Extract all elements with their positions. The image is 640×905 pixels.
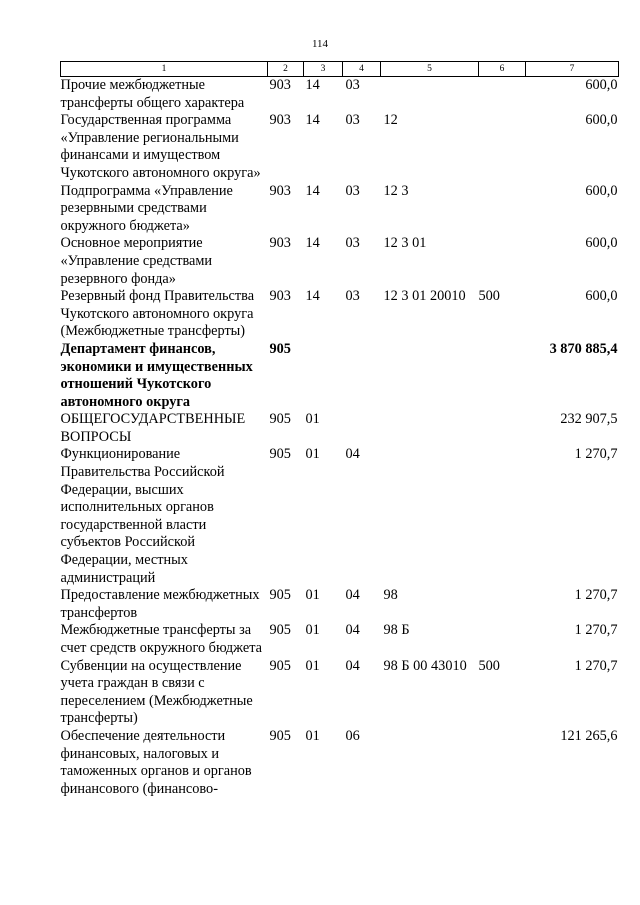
row-section-cell: 01 bbox=[305, 446, 320, 463]
row-ministry-code-cell: 903 bbox=[269, 235, 291, 252]
row-subsection-cell: 06 bbox=[345, 727, 360, 744]
row-name-cell: Предоставление межбюджетных трансфертов bbox=[60, 587, 260, 621]
row-subsection-cell: 03 bbox=[345, 288, 360, 305]
row-ministry-code-cell: 905 bbox=[269, 411, 291, 428]
row-target-article-cell bbox=[381, 446, 479, 587]
column-header: 4 bbox=[343, 62, 381, 77]
row-section-cell: 01 bbox=[305, 622, 320, 639]
row-subsection-cell bbox=[343, 411, 381, 446]
row-subsection-cell: 04 bbox=[345, 622, 360, 639]
row-section-cell: 01 bbox=[305, 411, 320, 428]
row-expense-type-cell bbox=[479, 183, 526, 236]
row-subsection-cell bbox=[343, 341, 381, 411]
row-amount-cell: 600,0 bbox=[585, 288, 618, 305]
row-amount-cell: 600,0 bbox=[585, 112, 618, 129]
row-section-cell: 01 bbox=[305, 727, 320, 744]
row-ministry-code-cell: 903 bbox=[269, 77, 291, 93]
row-subsection-cell: 03 bbox=[345, 77, 360, 93]
row-ministry-code-cell: 903 bbox=[269, 182, 291, 199]
row-section-cell: 01 bbox=[305, 657, 320, 674]
row-target-article-cell: 98 bbox=[383, 587, 398, 604]
row-target-article-cell bbox=[381, 411, 479, 446]
row-target-article-cell: 12 3 01 20010 bbox=[383, 288, 466, 305]
row-target-article-cell: 12 bbox=[383, 112, 398, 129]
column-header: 1 bbox=[61, 62, 268, 77]
budget-table bbox=[60, 61, 619, 798]
row-expense-type-cell bbox=[479, 587, 526, 622]
row-ministry-code-cell: 905 bbox=[269, 587, 291, 604]
row-section-cell: 14 bbox=[305, 235, 320, 252]
row-ministry-code-cell: 905 bbox=[269, 657, 291, 674]
row-section-cell: 14 bbox=[305, 182, 320, 199]
row-section-cell: 14 bbox=[305, 288, 320, 305]
row-name-cell: Межбюджетные трансферты за счет средств окружного бюджета bbox=[60, 622, 262, 656]
row-section-cell: 01 bbox=[305, 587, 320, 604]
row-subsection-cell: 03 bbox=[345, 182, 360, 199]
row-ministry-code-cell: 903 bbox=[269, 112, 291, 129]
row-target-article-cell bbox=[381, 341, 479, 411]
row-expense-type-cell bbox=[479, 77, 526, 113]
row-name-cell: Функционирование Правительства Российской Федерации, высших исполнительных органов государственной власти субъектов Российской Федерации, местных администраций bbox=[60, 446, 225, 586]
column-header: 6 bbox=[479, 62, 526, 77]
column-number-header bbox=[61, 62, 619, 77]
row-name-cell: Подпрограмма «Управление резервными средствами окружного бюджета» bbox=[60, 182, 233, 234]
row-amount-cell: 600,0 bbox=[585, 182, 618, 199]
row-name-cell: Прочие межбюджетные трансферты общего характера bbox=[60, 77, 245, 111]
row-expense-type-cell: 500 bbox=[478, 288, 500, 305]
row-amount-cell: 1 270,7 bbox=[574, 587, 618, 604]
row-target-article-cell: 12 3 01 bbox=[383, 235, 427, 252]
row-amount-cell: 121 265,6 bbox=[560, 727, 618, 744]
row-expense-type-cell bbox=[479, 446, 526, 587]
table-body bbox=[61, 77, 619, 799]
row-name-cell: Резервный фонд Правительства Чукотского автономного округа (Межбюджетные трансферты) bbox=[60, 288, 255, 340]
row-name-cell: ОБЩЕГОСУДАРСТВЕННЫЕ ВОПРОСЫ bbox=[60, 411, 246, 445]
row-expense-type-cell bbox=[479, 235, 526, 288]
row-target-article-cell bbox=[381, 77, 479, 113]
table-row bbox=[61, 77, 619, 113]
row-ministry-code-cell: 905 bbox=[269, 727, 291, 744]
row-section-cell: 14 bbox=[305, 77, 320, 93]
row-name-cell: Обеспечение деятельности финансовых, налоговых и таможенных органов и органов финансового (финансово- bbox=[60, 727, 252, 797]
row-target-article-cell: 98 Б bbox=[383, 622, 410, 639]
row-amount-cell: 1 270,7 bbox=[574, 657, 618, 674]
row-expense-type-cell bbox=[479, 112, 526, 182]
table-row bbox=[61, 341, 619, 411]
row-amount-cell: 600,0 bbox=[585, 77, 618, 93]
row-name-cell: Государственная программа «Управление региональными финансами и имуществом Чукотского автономного округа» bbox=[60, 112, 261, 181]
table-row bbox=[61, 658, 619, 728]
row-target-article-cell bbox=[381, 728, 479, 798]
table-row bbox=[61, 288, 619, 341]
row-subsection-cell: 03 bbox=[345, 235, 360, 252]
row-amount-cell: 600,0 bbox=[585, 235, 618, 252]
table-row bbox=[61, 622, 619, 657]
table-row bbox=[61, 183, 619, 236]
table-row bbox=[61, 446, 619, 587]
row-ministry-code-cell: 903 bbox=[269, 288, 291, 305]
row-expense-type-cell bbox=[479, 341, 526, 411]
row-section-cell: 14 bbox=[305, 112, 320, 129]
row-amount-cell: 232 907,5 bbox=[560, 411, 618, 428]
table-row bbox=[61, 411, 619, 446]
table-row bbox=[61, 235, 619, 288]
row-expense-type-cell: 500 bbox=[478, 657, 500, 674]
table-row bbox=[61, 728, 619, 798]
column-header: 5 bbox=[381, 62, 479, 77]
page-number: 114 bbox=[311, 38, 329, 50]
table-row bbox=[61, 112, 619, 182]
row-subsection-cell: 04 bbox=[345, 587, 360, 604]
row-target-article-cell: 12 3 bbox=[383, 182, 409, 199]
row-amount-cell: 1 270,7 bbox=[574, 446, 618, 463]
row-name-cell: Департамент финансов, экономики и имущественных отношений Чукотского автономного округа bbox=[60, 340, 253, 410]
row-ministry-code-cell: 905 bbox=[269, 340, 291, 357]
row-ministry-code-cell: 905 bbox=[269, 622, 291, 639]
row-subsection-cell: 04 bbox=[345, 657, 360, 674]
row-expense-type-cell bbox=[479, 728, 526, 798]
row-subsection-cell: 03 bbox=[345, 112, 360, 129]
column-header: 3 bbox=[304, 62, 343, 77]
row-amount-cell: 1 270,7 bbox=[574, 622, 618, 639]
row-name-cell: Субвенции на осуществление учета граждан в связи с переселением (Межбюджетные трансферты) bbox=[60, 657, 253, 727]
row-target-article-cell: 98 Б 00 43010 bbox=[383, 657, 467, 674]
row-ministry-code-cell: 905 bbox=[269, 446, 291, 463]
row-subsection-cell: 04 bbox=[345, 446, 360, 463]
row-name-cell: Основное мероприятие «Управление средствами резервного фонда» bbox=[60, 235, 213, 287]
row-section-cell bbox=[304, 341, 343, 411]
row-expense-type-cell bbox=[479, 622, 526, 657]
table-row bbox=[61, 587, 619, 622]
row-amount-cell: 3 870 885,4 bbox=[549, 340, 618, 357]
row-expense-type-cell bbox=[479, 411, 526, 446]
column-header: 7 bbox=[526, 62, 619, 77]
column-header: 2 bbox=[268, 62, 304, 77]
